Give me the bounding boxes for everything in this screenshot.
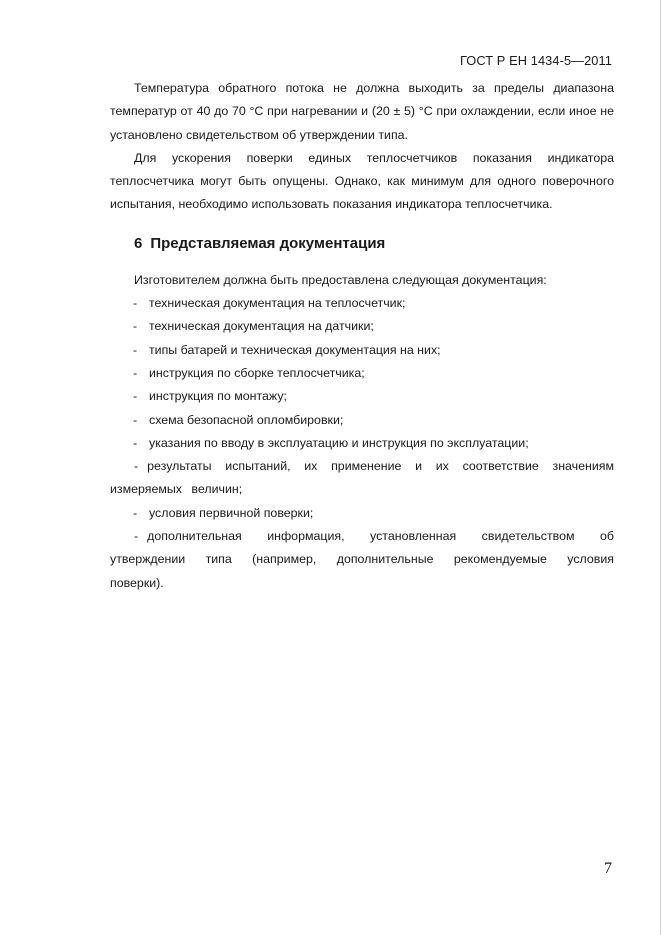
paragraph-return-flow-temperature: Температура обратного потока не должна выходить за пределы диапазона температур от 40 до 70 °С при нагревании и (20 ± 5) °С при охлаждении, если иное не установлено свидетельством об утверждении типа. [110, 81, 614, 142]
list-item-text: схема безопасной опломбировки; [149, 412, 344, 427]
list-dash: - [133, 296, 138, 311]
list-item-text: типы батарей и техническая документация на них; [149, 342, 441, 357]
paragraph-verification-acceleration: Для ускорения поверки единых теплосчетчиков показания индикатора теплосчетчика могут быть опущены. Однако, как минимум для одного поверочного испытания, необходимо использовать показания индикатора теплосчетчика. [110, 150, 614, 212]
list-dash: - [133, 435, 138, 450]
documentation-list [110, 292, 614, 595]
list-dash: - [133, 319, 138, 334]
document-code: ГОСТ Р ЕН 1434-5—2011 [459, 53, 612, 68]
page-content [110, 77, 614, 595]
list-item [110, 525, 614, 595]
list-dash: - [133, 342, 138, 357]
list-item-text: инструкция по сборке теплосчетчика; [149, 365, 365, 380]
list-item [110, 409, 614, 432]
list-item [110, 292, 614, 315]
list-item [110, 455, 614, 502]
list-dash: - [133, 412, 138, 427]
section-heading [110, 233, 614, 255]
section-number: 6 [134, 234, 143, 252]
list-item-text: указания по вводу в эксплуатацию и инструкция по эксплуатации; [149, 435, 529, 450]
section-intro: Изготовителем должна быть предоставлена следующая документация: [134, 272, 547, 287]
page-number: 7 [604, 860, 612, 877]
list-item-text: техническая документация на теплосчетчик; [149, 296, 406, 311]
list-item [110, 432, 614, 455]
list-item-text: результаты испытаний, их применение и их соответствие значениям измеряемых величин; [110, 459, 614, 497]
list-dash: - [133, 365, 138, 380]
list-item-text: инструкция по монтажу; [149, 389, 287, 404]
list-item-text: дополнительная информация, установленная свидетельством об утверждении типа (например, дополнительные рекомендуемые условия поверки). [110, 529, 614, 590]
list-item [110, 315, 614, 338]
list-dash: - [134, 459, 139, 474]
list-item [110, 339, 614, 362]
list-dash: - [134, 529, 139, 544]
list-dash: - [133, 389, 138, 404]
list-item [110, 362, 614, 385]
list-item-text: техническая документация на датчики; [149, 319, 374, 334]
section-title: Представляемая документация [150, 234, 386, 252]
list-item [110, 502, 614, 525]
list-item [110, 385, 614, 408]
list-item-text: условия первичной поверки; [149, 505, 314, 520]
list-dash: - [133, 505, 138, 520]
